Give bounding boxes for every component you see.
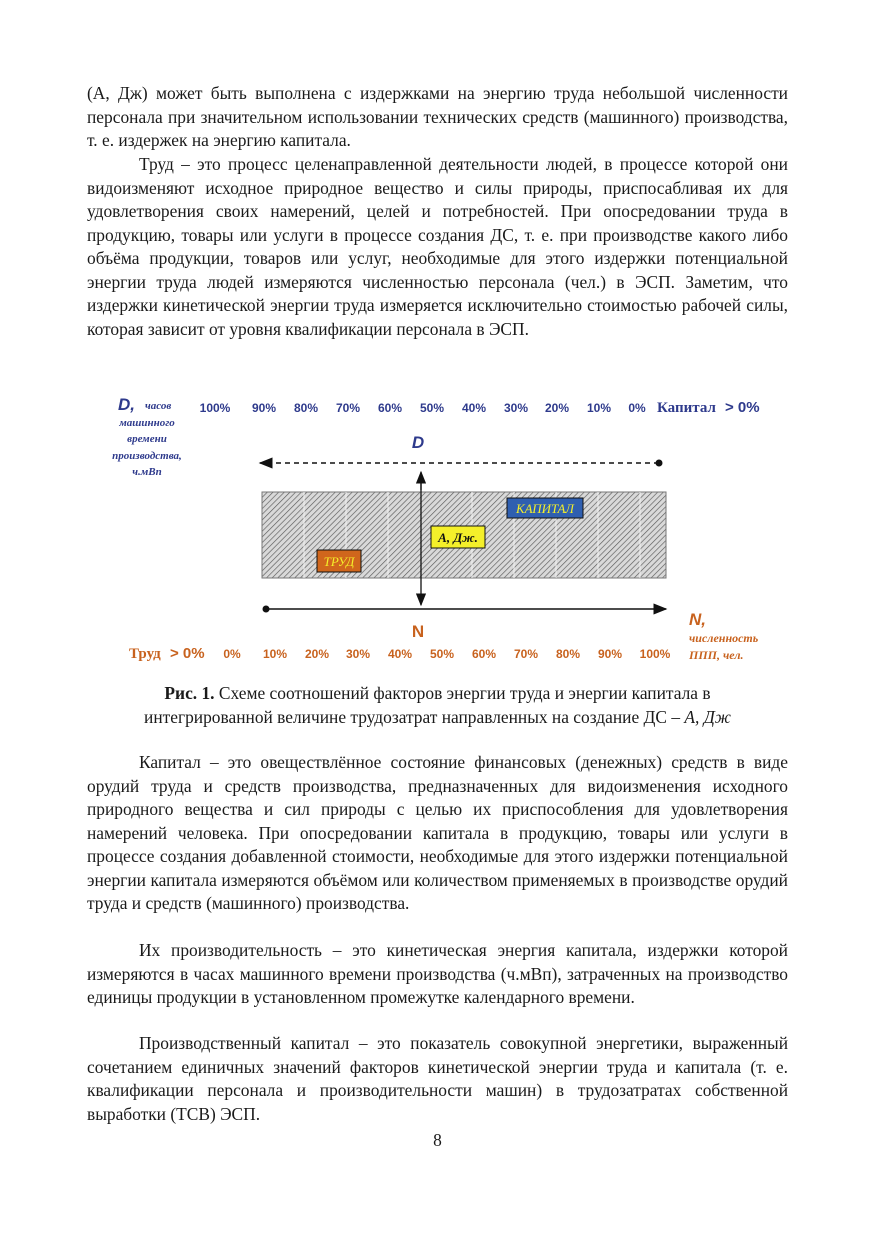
- paragraph-4-text: Их производительность – это кинетическая энергия капитала, издержки которой измеряются в часах машинного времени производства (ч.мВп), затраченных на производство единицы продукции в установленном промежутке календарного времени.: [87, 940, 788, 1007]
- top-percent: 90%: [251, 401, 277, 415]
- n-label: N: [411, 622, 425, 641]
- top-percent: 50%: [419, 401, 445, 415]
- bottom-percent: 90%: [597, 647, 623, 661]
- paragraph-4: [87, 939, 788, 1010]
- page-number: 8: [433, 1130, 442, 1150]
- d-axis-letter: D,: [118, 395, 135, 414]
- paragraph-2-text: Труд – это процесс целенаправленной деятельности людей, в процессе которой они видоизменяют исходное природное вещество и силы природы, приспосабливая их для удовлетворения своих намерений, целей и потребностей. При опосредовании труда в продукцию, товары или услуги в процессе создания ДС, т. е. при производстве какого либо объёма продукции, товаров или услуг, необходимые для этого издержки потенциальной энергии труда людей измеряются численностью персонала (чел.) в ЭСП. Заметим, что издержки кинетической энергии труда измеряется исключительно стоимостью рабочей силы, которая зависит от уровня квалификации персонала в ЭСП.: [87, 154, 788, 339]
- d-axis-desc: ч.мВп: [132, 466, 162, 478]
- a-box-label: А, Дж.: [438, 530, 478, 545]
- top-percent: 80%: [293, 401, 319, 415]
- trud-box-label: ТРУД: [323, 554, 355, 569]
- d-label: D: [411, 433, 425, 452]
- d-arrow-dot: [656, 460, 663, 467]
- paragraph-3: [87, 751, 788, 916]
- top-right-label-word: Капитал: [657, 400, 716, 416]
- top-percent: 100%: [199, 401, 231, 415]
- n-arrow-dot: [263, 606, 270, 613]
- paragraph-3-text: Капитал – это овеществлённое состояние финансовых (денежных) средств в виде орудий труда и средств производства, предназначенных для видоизменения исходного природного вещества и сил природы с целью их приспособления для удовлетворения намерений человека. При опосредовании капитала в продукцию, товары или услуги в процессе создания добавленной стоимости, необходимые для этого издержки потенциальной энергии капитала измеряются объёмом или количеством применяемых в производстве орудий труда и средств (машинного) производства.: [87, 752, 788, 913]
- bottom-percent: 40%: [387, 647, 413, 661]
- d-axis-desc: часов: [145, 400, 172, 412]
- bottom-percent: 100%: [639, 647, 671, 661]
- caption-line1: Схеме соотношений факторов энергии труда и энергии капитала в: [218, 683, 711, 703]
- bottom-percent: 60%: [471, 647, 497, 661]
- paragraph-5: [87, 1032, 788, 1126]
- paragraph-1: (А, Дж) может быть выполнена с издержками на энергию труда небольшой численности персонала при значительном использовании технических средств (машинного) производства, т. е. издержек на энергию капитала.: [87, 83, 788, 150]
- d-axis-desc: времени: [127, 433, 167, 445]
- n-axis-letter: N,: [689, 610, 706, 629]
- paragraph-2: [87, 153, 788, 341]
- top-percent: 40%: [461, 401, 487, 415]
- top-percent: 10%: [586, 401, 612, 415]
- top-right-label-value: > 0%: [725, 399, 760, 416]
- d-axis-desc: машинного: [119, 417, 175, 429]
- top-percent: 60%: [377, 401, 403, 415]
- bottom-percent: 30%: [345, 647, 371, 661]
- bottom-percent: 50%: [429, 647, 455, 661]
- top-percent: 20%: [544, 401, 570, 415]
- bottom-left-label-word: Труд: [129, 646, 161, 662]
- bottom-percent: 80%: [555, 647, 581, 661]
- energy-factors-diagram: [0, 380, 875, 670]
- d-axis-desc: производства,: [112, 450, 182, 462]
- bottom-percent: 70%: [513, 647, 539, 661]
- bottom-left-label-value: > 0%: [170, 645, 205, 662]
- bottom-percent: 10%: [262, 647, 288, 661]
- top-percent: 30%: [503, 401, 529, 415]
- caption-italic: А, Дж: [684, 706, 731, 727]
- top-percent: 0%: [628, 401, 646, 415]
- bottom-percent: 20%: [304, 647, 330, 661]
- caption-line2: интегрированной величине трудозатрат направленных на создание ДС –: [144, 706, 685, 727]
- figure-caption: [87, 682, 788, 729]
- kapital-box-label: КАПИТАЛ: [516, 501, 574, 516]
- paragraph-5-text: Производственный капитал – это показатель совокупной энергетики, выраженный сочетанием единичных значений факторов кинетической энергии труда и капитала (т. е. квалификации персонала и производительности машин) в трудозатратах собственной выработки (ТСВ) ЭСП.: [87, 1033, 788, 1124]
- top-percent: 70%: [335, 401, 361, 415]
- caption-label: Рис. 1.: [164, 683, 215, 703]
- bottom-percent: 0%: [223, 647, 241, 661]
- n-axis-desc: ППП, чел.: [689, 648, 744, 662]
- n-axis-desc: численность: [689, 631, 759, 645]
